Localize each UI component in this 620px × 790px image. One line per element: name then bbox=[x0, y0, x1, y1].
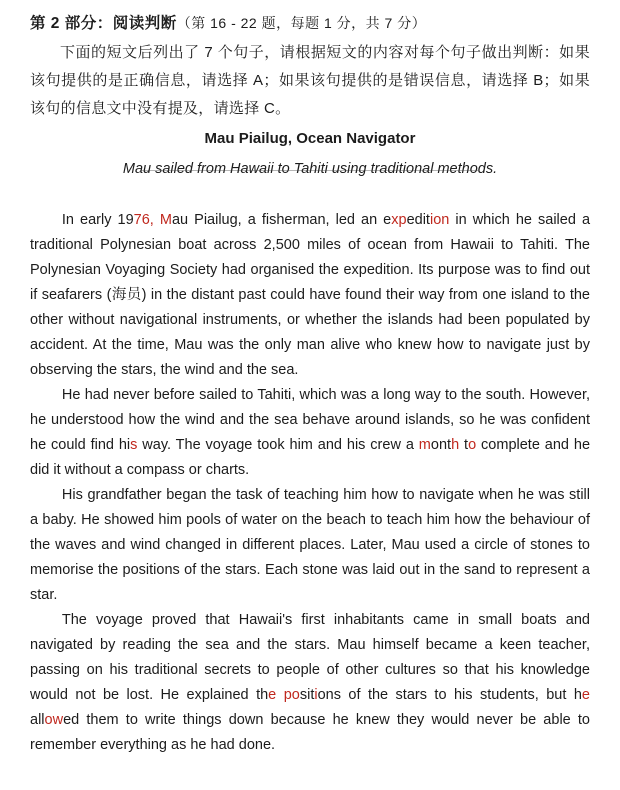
instructions-text: 下面的短文后列出了 7 个句子，请根据短文的内容对每个句子做出判断：如果该句提供的是正确信息，请选择 A；如果该句提供的是错误信息，请选择 B；如果该句的信息文中没有提及，请选择 C。 bbox=[30, 44, 590, 117]
section-header bbox=[30, 10, 590, 37]
section-part-label: 第 2 部分：阅读判断 bbox=[30, 15, 177, 32]
paragraph-3: His grandfather began the task of teaching him how to navigate when he was still a baby. He showed him pools of water on the beach to teach him how the behaviour of the waves and wind changed in different places. Later, Mau used a circle of stones to memorise the positions of the stars. Each stone was laid out in the sand to represent a star. bbox=[30, 487, 590, 603]
paragraph-2: He had never before sailed to Tahiti, which was a long way to the south. However, he understood how the wind and the sea behave around islands, so he was confident he could find his way. The voyage took him and his crew a month to complete and he did it without a compass or charts. bbox=[30, 387, 591, 478]
paragraph-4: The voyage proved that Hawaii's first inhabitants came in small boats and navigated by reading the sea and the stars. Mau himself became a keen teacher, passing on his traditional secrets to people of other cultures so that his knowledge would not be lost. He explained the positions of the stars to his students, but he allowed them to write things down because he knew they would never be able to remember everything as he had done. bbox=[30, 612, 590, 753]
paragraph-1: In early 1976, Mau Piailug, a fisherman, led an expedition in which he sailed a traditional Polynesian boat across 2,500 miles of ocean from Hawaii to Tahiti. The Polynesian Voyaging Society had organised the expedition. Its purpose was to find out if seafarers (海员) in the distant past could have found their way from one island to the other without navigational instruments, or whether the islands had been populated by accident. At the time, Mau was the only man alive who knew how to navigate just by observing the stars, the wind and the sea. bbox=[30, 212, 591, 378]
passage-title: Mau Piailug, Ocean Navigator bbox=[204, 130, 416, 147]
section-meta: （第 16 - 22 题，每题 1 分，共 7 分） bbox=[176, 15, 427, 31]
passage-subtitle: Mau sailed from Hawaii to Tahiti using traditional methods. bbox=[122, 161, 498, 177]
passage-body bbox=[30, 208, 590, 758]
passage-subtitle-row bbox=[30, 160, 590, 178]
